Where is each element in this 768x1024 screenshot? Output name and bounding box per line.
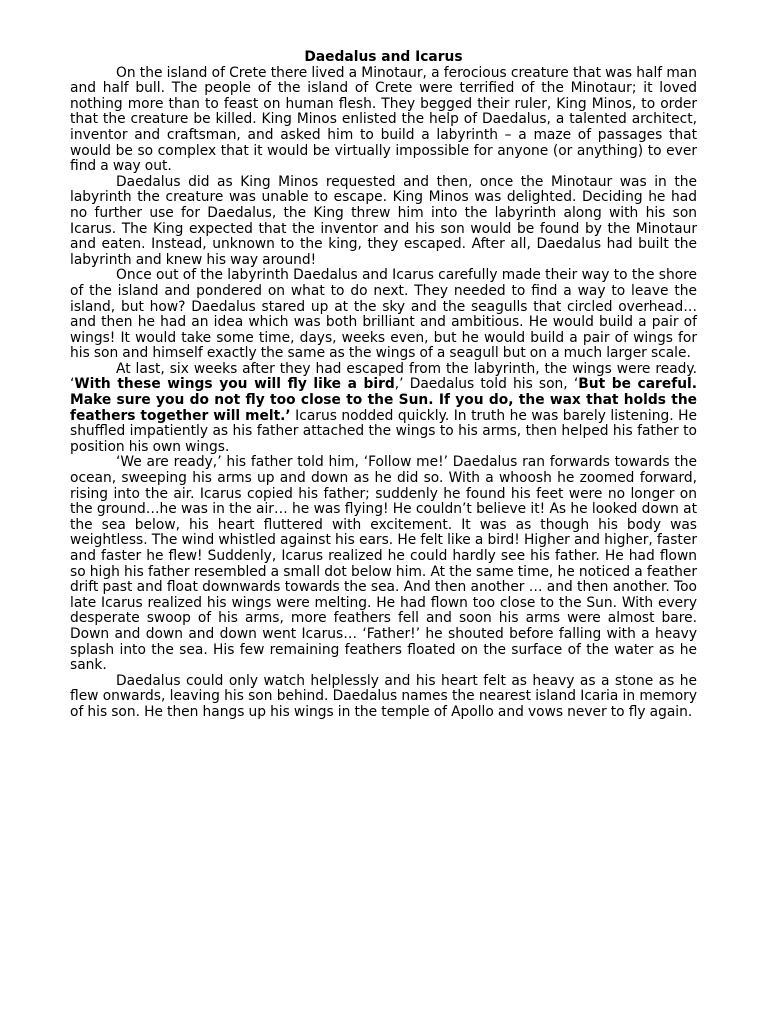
paragraph-2: Daedalus did as King Minos requested and then, once the Minotaur was in the labyrinth the creature was unable to escape. King Minos was delighted. Deciding he had no further use for Daedalus, the King threw him into the labyrinth along with his son Icarus. The King expected that the inventor and his son would be found by the Minotaur and eaten. Instead, unknown to the king, they escaped. After all, Daedalus had built the labyrinth and knew his way around!	[70, 173, 697, 268]
paragraph-4	[70, 362, 697, 456]
paragraph-5: ‘We are ready,’ his father told him, ‘Follow me!’ Daedalus ran forwards towards the ocean, sweeping his arms up and down as he did so. With a whoosh he zoomed forward, rising into the air. Icarus copied his father; suddenly he found his feet were no longer on the ground…he was in the air… he was flying! He couldn’t believe it! As he looked down at the sea below, his heart fluttered with excitement. It was as though his body was weightless. The wind whistled against his ears. He felt like a bird! Higher and higher, faster and faster he flew! Suddenly, Icarus realized he could hardly see his father. He had flown so high his father resembled a small dot below him. At the same time, he noticed a feather drift past and float downwards towards the sea. And then another … and then another. Too late Icarus realized his wings were melting. He had flown too close to the Sun. With every desperate swoop of his arms, more feathers fell and soon his arms were almost bare. Down and down and down went Icarus… ‘Father!’ he shouted before falling with a heavy splash into the sea. His few remaining feathers floated on the surface of the water as he sank.	[70, 454, 697, 674]
paragraph-4-bold-2: But be careful. Make sure you do not fly too close to the Sun. If you do, the wax that holds the feathers together will melt.’	[70, 376, 697, 424]
paragraph-3: Once out of the labyrinth Daedalus and Icarus carefully made their way to the shore of the island and pondered on what to do next. They needed to find a way to leave the island, but how? Daedalus stared up at the sky and the seagulls that circled overhead… and then he had an idea which was both brilliant and ambitious. He would build a pair of wings! It would take some time, days, weeks even, but he would build a pair of wings for his son and himself exactly the same as the wings of a seagull but on a much larger scale.	[70, 267, 697, 362]
paragraph-4-bold-1: With these wings you will fly like a bird	[74, 376, 395, 393]
paragraph-1: On the island of Crete there lived a Minotaur, a ferocious creature that was half man and half bull. The people of the island of Crete were terrified of the Minotaur; it loved nothing more than to feast on human flesh. They begged their ruler, King Minos, to order that the creature be killed. King Minos enlisted the help of Daedalus, a talented architect, inventor and craftsman, and asked him to build a labyrinth – a maze of passages that would be so complex that it would be virtually impossible for anyone (or anything) to ever find a way out.	[70, 64, 697, 175]
paragraph-4-text-1: At last, six weeks after they had escaped from the labyrinth, the wings were ready. ‘	[70, 360, 697, 393]
document-page	[70, 50, 697, 721]
paragraph-4-text-3: Icarus nodded quickly. In truth he was barely listening. He shuffled impatiently as his father attached the wings to his arms, then helped his father to position his own wings.	[70, 407, 697, 455]
paragraph-6: Daedalus could only watch helplessly and his heart felt as heavy as a stone as he flew onwards, leaving his son behind. Daedalus names the nearest island Icaria in memory of his son. He then hangs up his wings in the temple of Apollo and vows never to fly again.	[70, 672, 697, 720]
paragraph-4-text-2: ,’ Daedalus told his son, ‘	[394, 376, 579, 393]
document-title: Daedalus and Icarus	[304, 49, 463, 65]
